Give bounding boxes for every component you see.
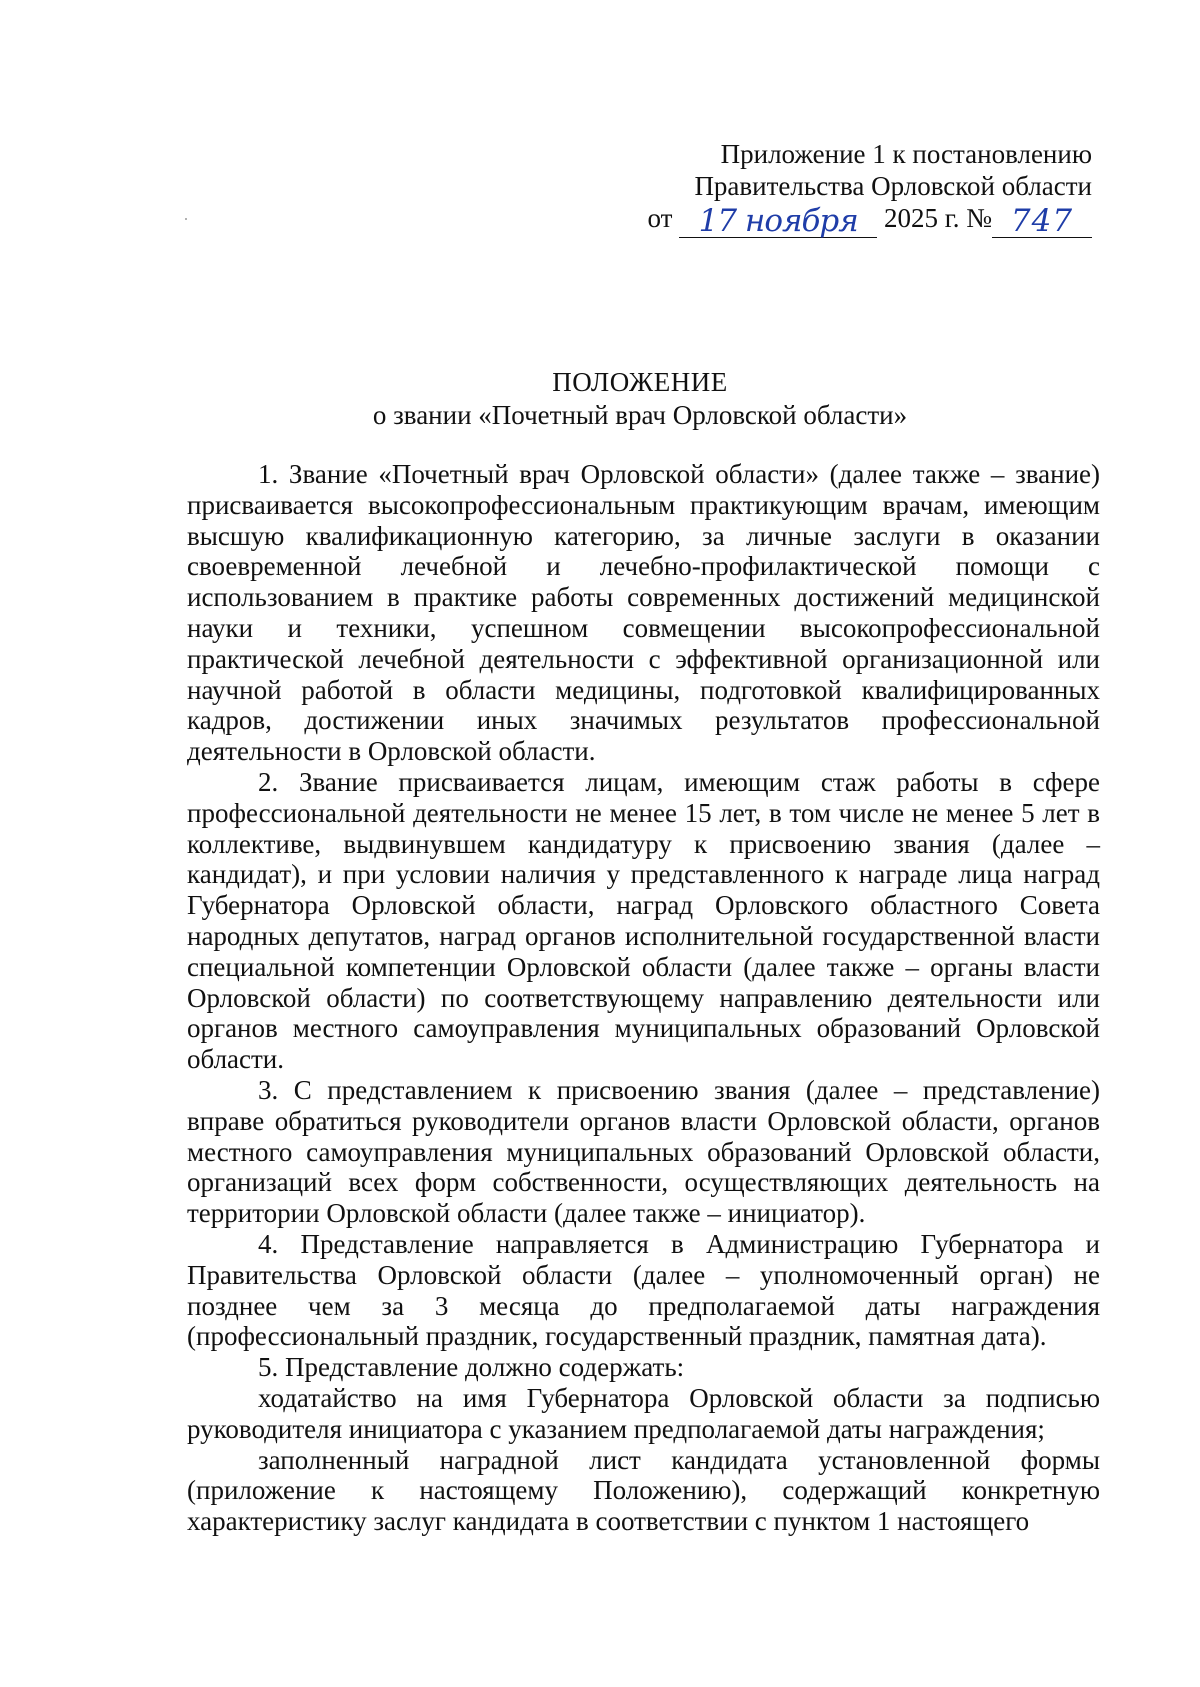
paragraph-3: 3. С представлением к присвоению звания (далее – представление) вправе обратиться руководители органов власти Орловской области, органов местного самоуправления муниципальных образований Орловской области, организаций всех форм собственности, осуществляющих деятельность на территории Орловской области (далее также – инициатор). [187,1074,1100,1229]
paragraph-5-item-1: ходатайство на имя Губернатора Орловской области за подписью руководителя инициатора с указанием предполагаемой даты награждения; [187,1382,1100,1444]
paragraph-2: 2. Звание присваивается лицам, имеющим стаж работы в сфере профессиональной деятельности не менее 15 лет, в том числе не менее 5 лет в коллективе, выдвинувшем кандидатуру к присвоению звания (далее – кандидат), и при условии наличия у представленного к награде лица наград Губернатора Орловской области, наград Орловского областного Совета народных депутатов, наград органов исполнительной государственной власти специальной компетенции Орловской области (далее также – органы власти Орловской области) по соответствующему направлению деятельности или органов местного самоуправления муниципальных образований Орловской области. [187,766,1100,1075]
annex-from-label: от [647,203,673,233]
scan-speck [185,218,187,220]
annex-date-line [632,202,1092,238]
document-title: ПОЛОЖЕНИЕ [552,367,728,397]
paragraph-5: 5. Представление должно содержать: [258,1352,685,1383]
handwritten-date: 17 ноября [679,209,877,238]
paragraph-5-item-2: заполненный наградной лист кандидата установленной формы (приложение к настоящему Положению), содержащий конкретную характеристику заслуг кандидата в соответствии с пунктом 1 настоящего [187,1444,1100,1537]
annex-year-text: 2025 г. № [883,203,992,233]
annex-header [632,138,1092,238]
document-title-block [0,366,1200,431]
paragraph-4: 4. Представление направляется в Администрацию Губернатора и Правительства Орловской области (далее – уполномоченный орган) не позднее чем за 3 месяца до предполагаемой даты награждения (профессиональный праздник, государственный праздник, памятная дата). [187,1228,1100,1352]
annex-line-2: Правительства Орловской области [694,171,1092,201]
document-subtitle: о звании «Почетный врач Орловской области» [372,400,908,430]
annex-line-1: Приложение 1 к постановлению [720,139,1092,169]
handwritten-number: 747 [992,209,1092,238]
document-body [187,459,1100,1537]
paragraph-1: 1. Звание «Почетный врач Орловской области» (далее также – звание) присваивается высокопрофессиональным практикующим врачам, имеющим высшую квалификационную категорию, за личные заслуги в оказании своевременной лечебной и лечебно-профилактической помощи с использованием в практике работы современных достижений медицинской науки и техники, успешном совмещении высокопрофессиональной практической лечебной деятельности с эффективной организационной или научной работой в области медицины, подготовкой квалифицированных кадров, достижении иных значимых результатов профессиональной деятельности в Орловской области. [187,459,1100,767]
